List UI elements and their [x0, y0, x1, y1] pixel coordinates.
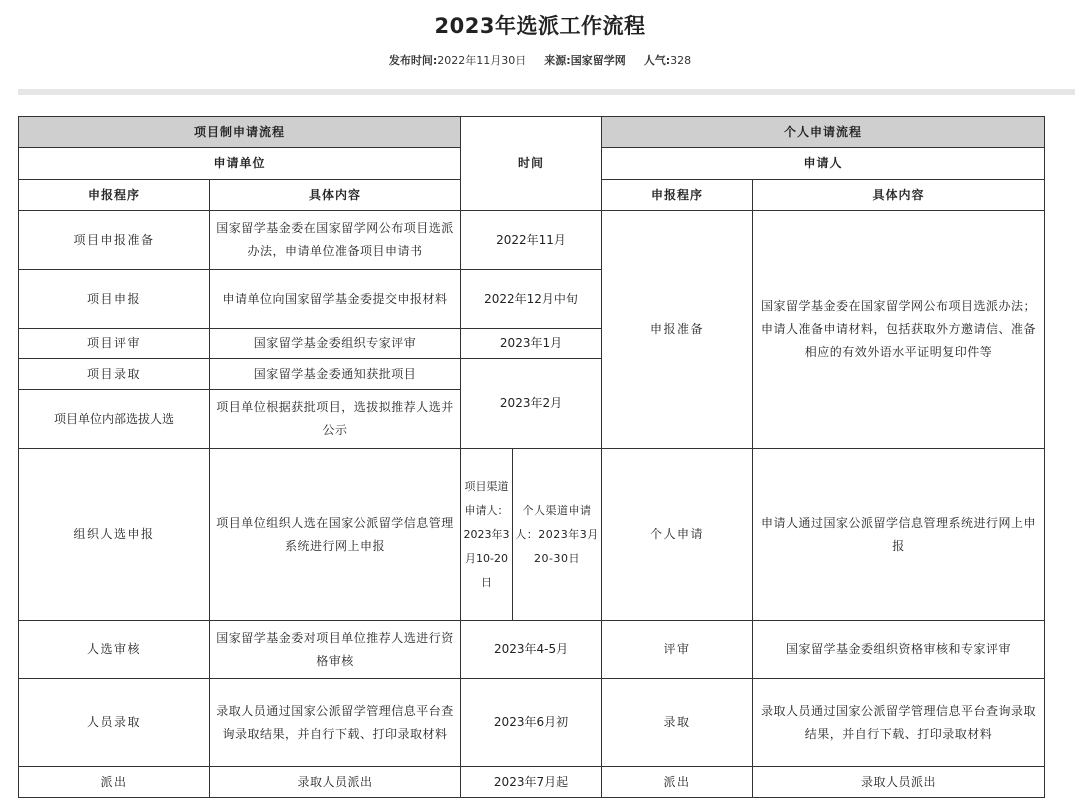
personal-step-cell: 个人申请: [602, 449, 753, 621]
col-header-content-right: 具体内容: [753, 180, 1045, 211]
col-header-step-right: 申报程序: [602, 180, 753, 211]
table-row: [19, 449, 1045, 621]
article-meta: [0, 52, 1080, 68]
personal-flow-title: 个人申请流程: [602, 117, 1045, 148]
personal-content-cell: 国家留学基金委组织资格审核和专家评审: [753, 621, 1045, 679]
page-title: 2023年选派工作流程: [434, 14, 646, 38]
views-label: 人气:: [643, 54, 671, 67]
content-cell: 项目单位根据获批项目，选拔拟推荐人选并公示: [210, 390, 461, 449]
time-cell: 2022年11月: [461, 211, 602, 270]
table-row: [19, 621, 1045, 679]
step-cell: 项目申报: [19, 270, 210, 329]
time-cell-project-channel: 项目渠道申请人：2023年3月10-20日: [461, 449, 513, 621]
table-row: [19, 767, 1045, 798]
meta-divider: [18, 89, 1075, 95]
table-row: [19, 679, 1045, 767]
time-cell: 2023年4-5月: [461, 621, 602, 679]
publish-time-value: 2022年11月30日: [437, 54, 527, 67]
content-cell: 录取人员通过国家公派留学管理信息平台查询录取结果，并自行下载、打印录取材料: [210, 679, 461, 767]
project-flow-title: 项目制申请流程: [19, 117, 461, 148]
time-cell: 2023年2月: [461, 359, 602, 449]
step-cell: 项目单位内部选拔人选: [19, 390, 210, 449]
personal-step-cell: 派出: [602, 767, 753, 798]
personal-content-cell: 录取人员派出: [753, 767, 1045, 798]
personal-content-cell: 申请人通过国家公派留学信息管理系统进行网上申报: [753, 449, 1045, 621]
col-header-step: 申报程序: [19, 180, 210, 211]
source-value: 国家留学网: [570, 54, 626, 67]
step-cell: 项目申报准备: [19, 211, 210, 270]
step-cell: 组织人选申报: [19, 449, 210, 621]
time-cell-personal-channel: 个人渠道申请人：2023年3月20-30日: [513, 449, 602, 621]
applicant-unit-label: 申请单位: [19, 148, 461, 180]
table-row: [19, 211, 1045, 270]
content-cell: 项目单位组织人选在国家公派留学信息管理系统进行网上申报: [210, 449, 461, 621]
views-value: 328: [670, 54, 692, 67]
step-cell: 人员录取: [19, 679, 210, 767]
personal-step-cell: 录取: [602, 679, 753, 767]
col-header-content: 具体内容: [210, 180, 461, 211]
time-cell: 2023年6月初: [461, 679, 602, 767]
content-cell: 国家留学基金委组织专家评审: [210, 329, 461, 359]
step-cell: 派出: [19, 767, 210, 798]
content-cell: 录取人员派出: [210, 767, 461, 798]
content-cell: 申请单位向国家留学基金委提交申报材料: [210, 270, 461, 329]
content-cell: 国家留学基金委通知获批项目: [210, 359, 461, 390]
time-cell: 2022年12月中旬: [461, 270, 602, 329]
table-row: [19, 117, 1045, 148]
step-cell: 项目录取: [19, 359, 210, 390]
content-cell: 国家留学基金委对项目单位推荐人选进行资格审核: [210, 621, 461, 679]
content-cell: 国家留学基金委在国家留学网公布项目选派办法，申请单位准备项目申请书: [210, 211, 461, 270]
personal-content-cell: 录取人员通过国家公派留学管理信息平台查询录取结果，并自行下载、打印录取材料: [753, 679, 1045, 767]
applicant-label: 申请人: [602, 148, 1045, 180]
selection-flow-table: [18, 116, 1045, 798]
step-cell: 项目评审: [19, 329, 210, 359]
publish-time-label: 发布时间:: [388, 54, 438, 67]
personal-content-cell: 国家留学基金委在国家留学网公布项目选派办法；申请人准备申请材料，包括获取外方邀请信、准备相应的有效外语水平证明复印件等: [753, 211, 1045, 449]
time-cell: 2023年1月: [461, 329, 602, 359]
personal-step-cell: 评审: [602, 621, 753, 679]
time-header: 时间: [461, 117, 602, 211]
source-label: 来源:: [544, 54, 571, 67]
time-cell: 2023年7月起: [461, 767, 602, 798]
personal-step-cell: 申报准备: [602, 211, 753, 449]
step-cell: 人选审核: [19, 621, 210, 679]
